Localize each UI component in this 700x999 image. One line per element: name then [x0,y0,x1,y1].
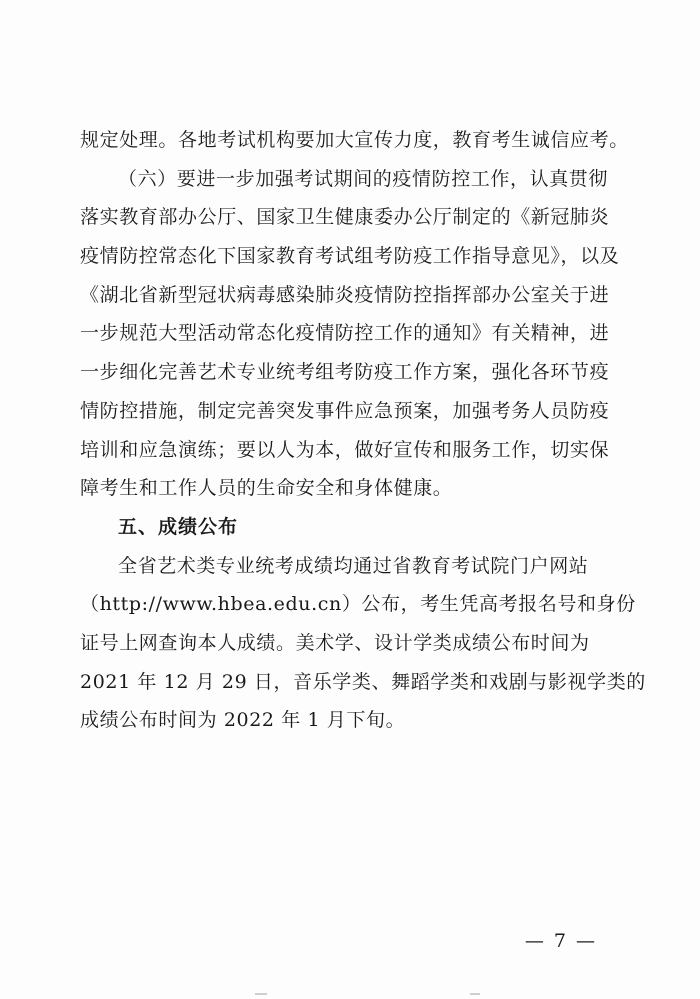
paragraph-1-line-1: 规定处理。各地考试机构要加大宣传力度，教育考生诚信应考。 [80,129,629,151]
paragraph-3-line-1: 全省艺术类专业统考成绩均通过省教育考试院门户网站 [118,554,589,577]
document-body [80,121,646,740]
scan-artifact [470,993,480,995]
paragraph-3-line-5: 成绩公布时间为 2022 年 1 月下旬。 [80,709,406,732]
paragraph-2-line-2: 落实教育部办公厅、国家卫生健康委办公厅制定的《新冠肺炎 [80,206,610,229]
paragraph-2-line-3: 疫情防控常态化下国家教育考试组考防疫工作指导意见》，以及 [80,245,620,268]
paragraph-2-line-9: 障考生和工作人员的生命安全和身体健康。 [80,477,453,500]
paragraph-3-line-4: 2021 年 12 月 29 日，音乐学类、舞蹈学类和戏剧与影视学类的 [80,670,646,693]
paragraph-2-line-7: 情防控措施，制定完善突发事件应急预案，加强考务人员防疫 [80,399,610,422]
paragraph-3-line-2: （http://www.hbea.edu.cn）公布，考生凭高考报名号和身份 [80,593,636,616]
scan-artifact [255,993,267,995]
paragraph-2-line-6: 一步细化完善艺术专业统考组考防疫工作方案，强化各环节疫 [80,361,610,384]
paragraph-3-line-3: 证号上网查询本人成绩。美术学、设计学类成绩公布时间为 [80,631,590,654]
paragraph-2-line-5: 一步规范大型活动常态化疫情防控工作的通知》有关精神，进 [80,322,610,345]
page-number: — 7 — [524,930,597,952]
paragraph-2-line-4: 《湖北省新型冠状病毒感染肺炎疫情防控指挥部办公室关于进 [80,283,610,306]
paragraph-2-line-1: （六）要进一步加强考试期间的疫情防控工作，认真贯彻 [118,167,609,190]
paragraph-2-line-8: 培训和应急演练；要以人为本，做好宣传和服务工作，切实保 [80,438,610,461]
section-heading: 五、成绩公布 [118,515,239,538]
